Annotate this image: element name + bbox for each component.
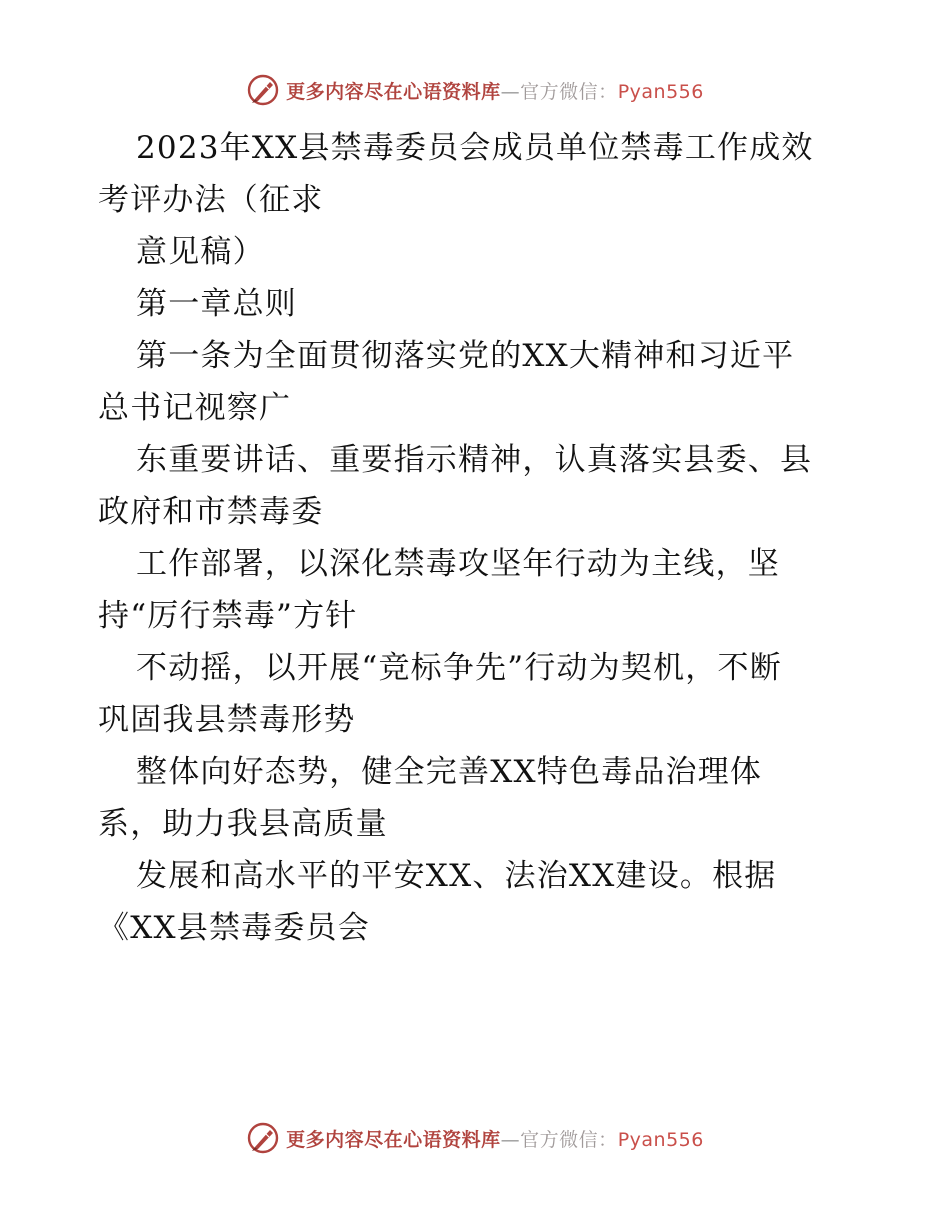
watermark-separator: — [500,1128,521,1151]
watermark-site-text: 更多内容尽在心语资料库 [286,80,501,103]
watermark-wechat-label: 官方微信： [520,80,618,103]
text-line: 系，助力我县高质量 [98,806,388,842]
text-line: 政府和市禁毒委 [98,494,324,530]
text-line: 第一条为全面贯彻落实党的XX大精神和习近平 [136,338,795,374]
text-line: 意见稿） [136,234,265,270]
text-line: 整体向好态势，健全完善XX特色毒品治理体 [136,754,763,790]
watermark-wechat-label: 官方微信： [520,1128,618,1151]
text-line: 持“厉行禁毒”方针 [98,598,358,634]
watermark-site-text: 更多内容尽在心语资料库 [286,1128,501,1151]
text-line: 2023年XX县禁毒委员会成员单位禁毒工作成效 [136,130,814,166]
text-line: 巩固我县禁毒形势 [98,702,356,738]
footer-watermark [0,1118,950,1158]
watermark-separator: — [500,80,521,103]
text-line: 第一章总则 [136,286,297,322]
header-watermark [0,70,950,110]
text-line: 东重要讲话、重要指示精神，认真落实县委、县 [136,442,813,478]
text-line: 工作部署，以深化禁毒攻坚年行动为主线，坚 [136,546,780,582]
quill-pen-logo-icon [246,1121,280,1155]
document-body [98,122,858,954]
text-line: 发展和高水平的平安XX、法治XX建设。根据 [136,858,777,894]
text-line: 考评办法（征求 [98,182,324,218]
quill-pen-logo-icon [246,73,280,107]
watermark-wechat-id: Pyan556 [617,80,704,103]
text-line: 总书记视察广 [98,390,292,426]
text-line: 《XX县禁毒委员会 [98,910,370,946]
text-line: 不动摇，以开展“竞标争先”行动为契机，不断 [136,650,782,686]
watermark-wechat-id: Pyan556 [617,1128,704,1151]
